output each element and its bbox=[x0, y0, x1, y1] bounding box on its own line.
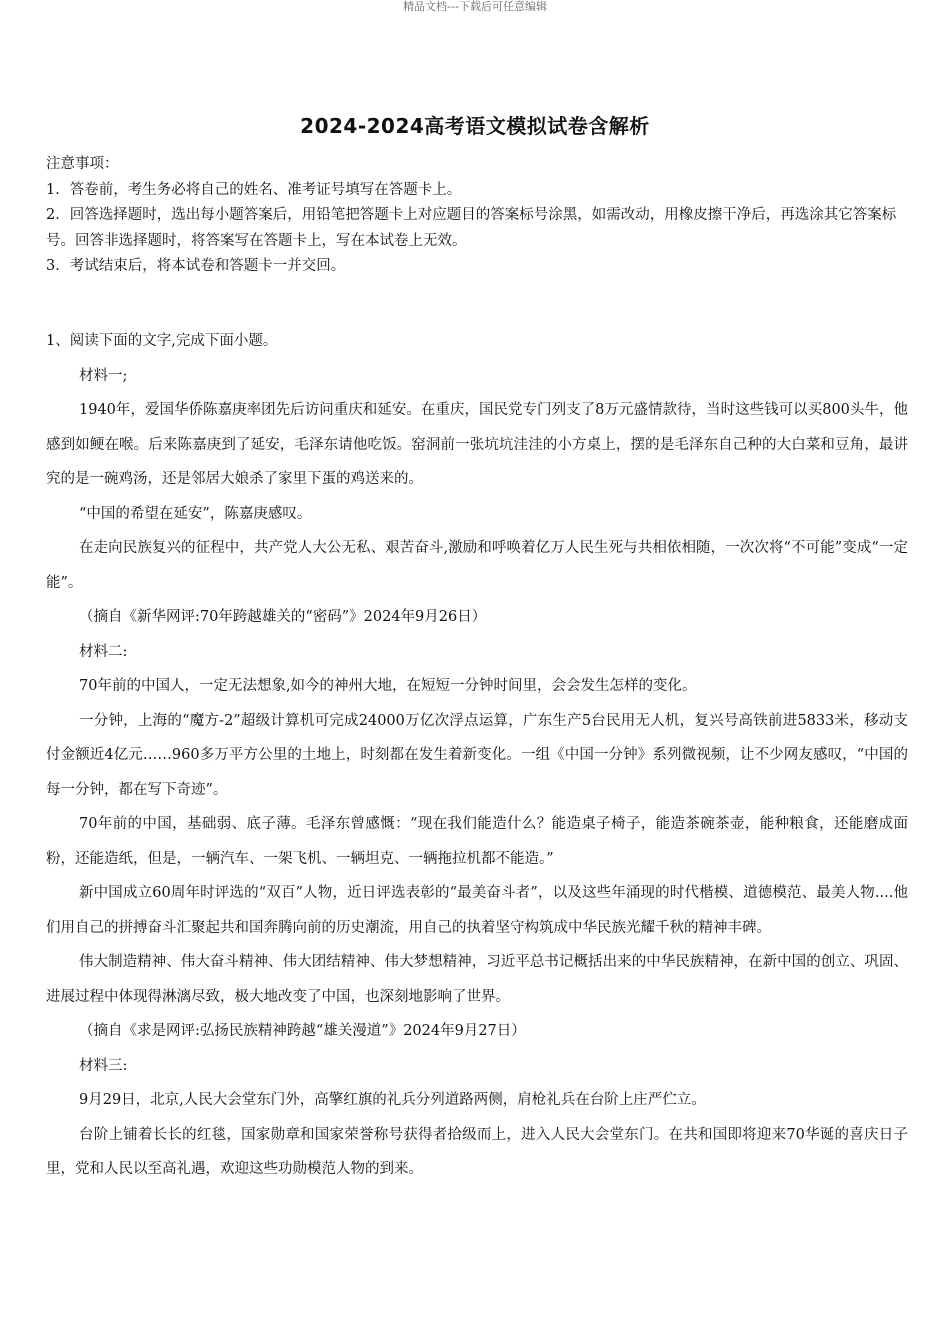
header-note: 精品文档---下载后可任意编辑 bbox=[403, 0, 547, 13]
material2-paragraph-1: 70年前的中国人，一定无法想象,如今的神州大地，在短短一分钟时间里，会会发生怎样的变化。 bbox=[79, 678, 697, 694]
material3-label: 材料三: bbox=[79, 1057, 128, 1074]
material1-paragraph-1: 1940年，爱国华侨陈嘉庚率团先后访问重庆和延安。在重庆，国民党专门列支了8万元盛情款待，当时这些钱可以买800头牛，他感到如鲠在喉。后来陈嘉庚到了延安，毛泽东请他吃饭。窑洞前一张坑坑洼洼的小方桌上，摆的是毛泽东自己种的大白菜和豆角，最讲究的是一碗鸡汤，还是邻居大娘杀了家里下蛋的鸡送来的。 bbox=[46, 402, 908, 487]
material3-paragraph-2: 台阶上铺着长长的红毯，国家勋章和国家荣誉称号获得者拾级而上，进入人民大会堂东门。在共和国即将迎来70华诞的喜庆日子里，党和人民以至高礼遇，欢迎这些功勋模范人物的到来。 bbox=[46, 1126, 908, 1177]
material2-paragraph-5: 伟大制造精神、伟大奋斗精神、伟大团结精神、伟大梦想精神，习近平总书记概括出来的中华民族精神，在新中国的创立、巩固、进展过程中体现得淋漓尽致，极大地改变了中国，也深刻地影响了世界。 bbox=[46, 954, 908, 1005]
material2-source: （摘自《求是网评:弘扬民族精神跨越“雄关漫道”》2024年9月27日） bbox=[79, 1023, 526, 1039]
material1-paragraph-2: “中国的希望在延安”，陈嘉庚感叹。 bbox=[79, 505, 312, 522]
notice-section bbox=[46, 152, 906, 280]
notice-item-1: 1．答卷前，考生务必将自己的姓名、准考证号填写在答题卡上。 bbox=[46, 181, 462, 198]
document-title: 2024-2024高考语文模拟试卷含解析 bbox=[300, 114, 650, 138]
notice-item-3: 3．考试结束后，将本试卷和答题卡一并交回。 bbox=[46, 258, 346, 274]
material2-paragraph-4: 新中国成立60周年时评选的“双百”人物，近日评选表彰的“最美奋斗者”，以及这些年涌现的时代楷模、道德模范、最美人物....他们用自己的拼搏奋斗汇聚起共和国奔腾向前的历史潮流，用自己的执着坚守构筑成中华民族光耀千秋的精神丰碑。 bbox=[46, 885, 908, 936]
material3-paragraph-1: 9月29日，北京,人民大会堂东门外，高擎红旗的礼兵分列道路两侧，肩枪礼兵在台阶上庄严伫立。 bbox=[79, 1092, 706, 1108]
material1-label: 材料一; bbox=[79, 367, 128, 384]
notice-item-2: 2．回答选择题时，选出每小题答案后，用铅笔把答题卡上对应题目的答案标号涂黑，如需改动，用橡皮擦干净后，再选涂其它答案标号。回答非选择题时，将答案写在答题卡上，写在本试卷上无效。 bbox=[46, 207, 897, 249]
material2-label: 材料二: bbox=[79, 643, 128, 660]
question-body bbox=[46, 324, 908, 1187]
material2-paragraph-3: 70年前的中国，基础弱、底子薄。毛泽东曾感慨：“现在我们能造什么？能造桌子椅子，能造茶碗茶壶，能种粮食，还能磨成面粉，还能造纸，但是，一辆汽车、一架飞机、一辆坦克、一辆拖拉机都不能造。” bbox=[46, 816, 908, 867]
question-prompt: 1、阅读下面的文字,完成下面小题。 bbox=[46, 333, 278, 349]
notice-heading: 注意事项： bbox=[46, 156, 119, 172]
material1-paragraph-3: 在走向民族复兴的征程中，共产党人大公无私、艰苦奋斗,激励和呼唤着亿万人民生死与共相依相随，一次次将“不可能”变成“一定能”。 bbox=[46, 540, 908, 591]
material1-source: （摘自《新华网评:70年跨越雄关的“密码”》2024年9月26日） bbox=[79, 609, 487, 625]
material2-paragraph-2: 一分钟，上海的“魔方-2”超级计算机可完成24000万亿次浮点运算，广东生产5台民用无人机，复兴号高铁前进5833米，移动支付金额近4亿元……960多万平方公里的土地上，时刻都在发生着新变化。一组《中国一分钟》系列微视频，让不少网友感叹，“中国的每一分钟，都在写下奇迹”。 bbox=[46, 712, 908, 798]
